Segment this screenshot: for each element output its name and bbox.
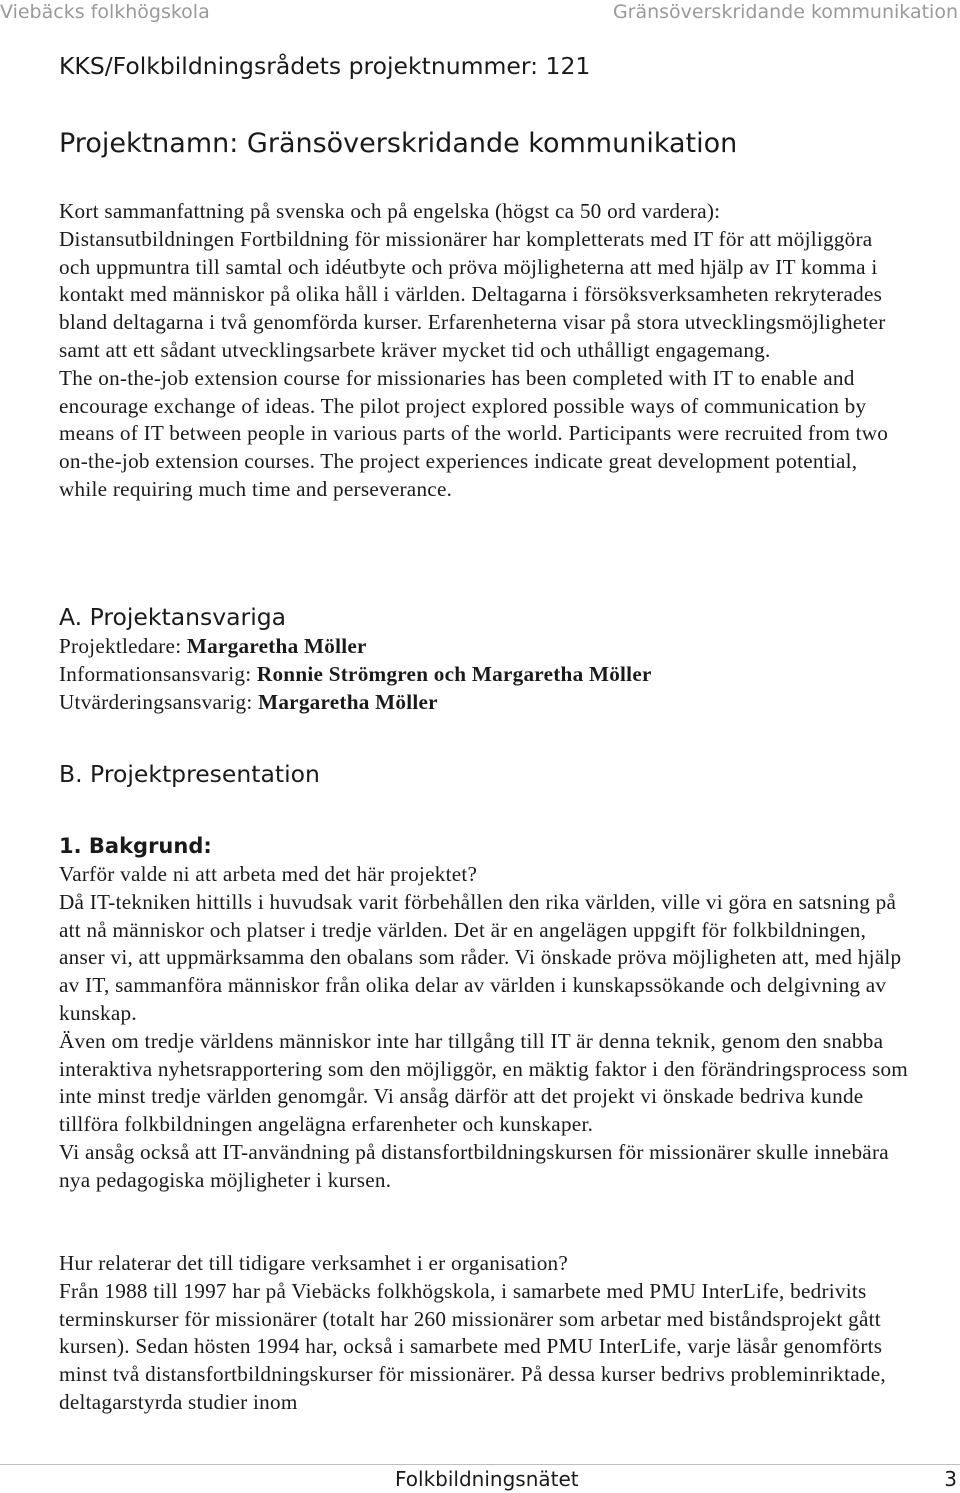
responsible-value: Margaretha Möller <box>186 634 367 658</box>
background-subheading: 1. Bakgrund: <box>59 834 212 858</box>
answer-paragraph: Vi ansåg också att IT-användning på distansfortbildningskursen för missionärer skulle innebära nya pedagogiska möjligheter i kursen. <box>59 1139 889 1192</box>
responsible-value: Ronnie Strömgren och Margaretha Möller <box>256 662 652 686</box>
page-header <box>0 0 960 26</box>
summary-block <box>59 198 909 504</box>
responsible-label: Informationsansvarig: <box>59 662 252 686</box>
background-block-1 <box>59 861 909 1195</box>
responsible-row <box>59 632 652 660</box>
answer-paragraph: Från 1988 till 1997 har på Viebäcks folkhögskola, i samarbete med PMU InterLife, bedrivits terminskurser för missionärer (totalt har 260 missionärer som arbetar med biståndsprojekt gått kursen). Sedan hösten 1994 har, också i samarbete med PMU InterLife, varje läsår genomförts minst två distansfortbildningskurser för missionärer. På dessa kurser bedrivs probleminriktade, deltagarstyrda studier inom <box>59 1278 886 1414</box>
page-number: 3 <box>944 1467 957 1491</box>
section-b-heading: B. Projektpresentation <box>59 760 320 788</box>
summary-english: The on-the-job extension course for missionaries has been completed with IT to enable and encourage exchange of ideas. The pilot project explored possible ways of communication by means of IT between people in various parts of the world. Participants were recruited from two on-the-job extension courses. The project experiences indicate great development potential, while requiring much time and perseverance. <box>59 365 889 501</box>
page-footer <box>0 1464 960 1492</box>
section-a-heading: A. Projektansvariga <box>59 603 287 631</box>
header-document-title: Gränsöverskridande kommunikation <box>612 1 958 23</box>
project-number-heading: KKS/Folkbildningsrådets projektnummer: 121 <box>59 52 591 80</box>
question-relation: Hur relaterar det till tidigare verksamhet i er organisation? <box>59 1251 569 1275</box>
answer-paragraph: Då IT-tekniken hittills i huvudsak varit förbehållen den rika världen, ville vi göra en satsning på att nå människor och platser i tredje världen. Det är en angelägen uppgift för folkbildningen, anser vi, att uppmärksamma den obalans som råder. Vi önskade pröva möjligheten att, med hjälp av IT, sammanföra människor från olika delar av världen i kunskapssökande och delgivning av kunskap. <box>59 889 902 1025</box>
responsible-value: Margaretha Möller <box>258 690 438 714</box>
summary-intro: Kort sammanfattning på svenska och på engelska (högst ca 50 ord vardera): <box>59 199 721 223</box>
responsible-label: Utvärderingsansvarig: <box>59 690 253 714</box>
summary-swedish: Distansutbildningen Fortbildning för missionärer har kompletterats med IT för att möjliggöra och uppmuntra till samtal och idéutbyte och pröva möjligheterna att med hjälp av IT komma i kontakt med människor på olika håll i världen. Deltagarna i försöksverksamheten rekryterades bland deltagarna i två genomförda kurser. Erfarenheterna visar på stora utvecklingsmöjligheter samt att ett sådant utvecklingsarbete kräver mycket tid och uthålligt engagemang. <box>59 226 886 362</box>
responsible-row <box>59 688 652 716</box>
footer-title: Folkbildningsnätet <box>395 1467 579 1491</box>
question-why: Varför valde ni att arbeta med det här projektet? <box>59 862 478 886</box>
responsible-label: Projektledare: <box>59 634 182 658</box>
background-block-2 <box>59 1250 909 1417</box>
header-school-name: Viebäcks folkhögskola <box>0 1 210 23</box>
responsible-row <box>59 660 652 688</box>
project-name-heading: Projektnamn: Gränsöverskridande kommunikation <box>59 128 738 159</box>
responsibles-list <box>59 632 652 716</box>
answer-paragraph: Även om tredje världens människor inte har tillgång till IT är denna teknik, genom den snabba interaktiva nyhetsrapportering som den möjliggör, en mäktig faktor i den förändringsprocess som inte minst tredje världen genomgår. Vi ansåg därför att det projekt vi önskade bedriva kunde tillföra folkbildningen angelägna erfarenheter och kunskaper. <box>59 1028 909 1137</box>
footer-divider <box>0 1464 960 1465</box>
